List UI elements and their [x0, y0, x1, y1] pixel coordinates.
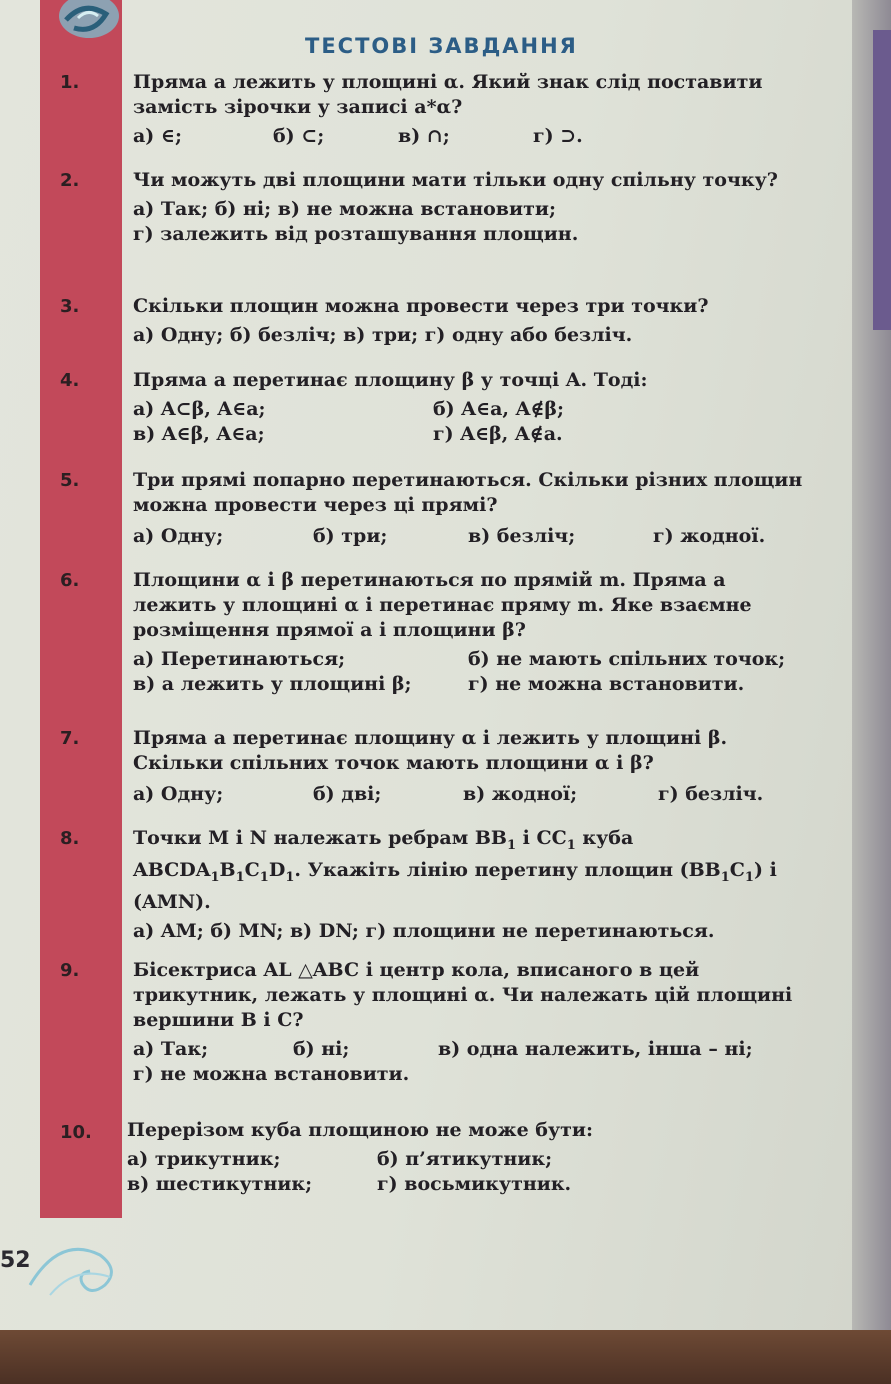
- question-text: Чи можуть дві площини мати тільки одну спільну точку?: [133, 169, 778, 191]
- page-number: 52: [0, 1248, 31, 1273]
- answer-option: в) жодної;: [463, 783, 578, 805]
- question-text: Бісектриса AL △ABC і центр кола, вписаного в цей трикутник, лежать у площині α. Чи належать цій площині вершини B і C?: [133, 959, 793, 1031]
- answer-option: г) безліч.: [658, 783, 764, 805]
- question-text: Площини α і β перетинаються по прямій m. Пряма a лежить у площині α і перетинає пряму m. Яке взаємне розміщення прямої a і площини β?: [133, 569, 752, 641]
- answer-option: г) не можна встановити.: [468, 673, 745, 695]
- answer-option: г) A∈β, A∉a.: [433, 423, 563, 445]
- answer-option: б) три;: [313, 525, 388, 547]
- answer-row: [133, 397, 803, 422]
- question-text: Перерізом куба площиною не може бути:: [127, 1119, 594, 1141]
- question-number: 3.: [60, 296, 80, 317]
- answer-option: б) дві;: [313, 783, 382, 805]
- answer-option: а) ∈;: [133, 125, 182, 147]
- question-number: 9.: [60, 960, 80, 981]
- answer-option: в) ∩;: [398, 125, 450, 147]
- question-number: 4.: [60, 370, 80, 391]
- answer-option: г) жодної.: [653, 525, 766, 547]
- answer-option: б) ⊂;: [273, 125, 325, 147]
- corner-ornament-icon: [54, 0, 124, 46]
- question-number: 1.: [60, 72, 80, 93]
- question-number: 6.: [60, 570, 80, 591]
- answer-option: а) A⊂β, A∈a;: [133, 398, 266, 420]
- question-number: 10.: [60, 1122, 92, 1143]
- question-9: [133, 958, 803, 1087]
- next-page-edge: [852, 0, 891, 1330]
- answer-option: г) ⊃.: [533, 125, 583, 147]
- question-6: [133, 568, 803, 697]
- answer-line: а) AM; б) MN; в) DN; г) площини не перетинаються.: [133, 919, 715, 942]
- answer-option: а) Одну;: [133, 783, 224, 805]
- answer-line: а) Так; б) ні; в) не можна встановити;: [133, 198, 556, 220]
- question-4: [133, 368, 803, 447]
- question-8: [133, 826, 803, 944]
- swirl-ornament-icon: [20, 1225, 140, 1305]
- question-5: [133, 468, 803, 549]
- answer-line: г) не можна встановити.: [133, 1063, 410, 1085]
- answer-row: [127, 1147, 797, 1172]
- answer-option: г) восьмикутник.: [377, 1173, 572, 1195]
- question-text: Пряма a лежить у площині α. Який знак слід поставити замість зірочки у записі a*α?: [133, 71, 763, 118]
- answer-row: [133, 1037, 803, 1062]
- answer-option: в) одна належить, інша – ні;: [438, 1038, 753, 1060]
- answer-option: а) Перетинаються;: [133, 648, 346, 670]
- answer-line: г) залежить від розташування площин.: [133, 223, 579, 245]
- answer-option: а) Так;: [133, 1038, 209, 1060]
- question-number: 5.: [60, 470, 80, 491]
- answer-row: [133, 524, 803, 549]
- answer-option: в) A∈β, A∈a;: [133, 423, 265, 445]
- answer-option: а) трикутник;: [127, 1148, 281, 1170]
- answer-row: [133, 647, 803, 672]
- question-text: Скільки площин можна провести через три точки?: [133, 295, 709, 317]
- answer-row: [133, 124, 803, 149]
- question-text: Точки M і N належать ребрам $BB_1$ і $CC_1$ куба $ABCDA_1B_1C_1D_1$. Укажіть лінію перетину площин $(BB_1C_1)$ і (AMN).: [133, 827, 777, 913]
- question-number: 8.: [60, 828, 80, 849]
- question-text: Пряма a перетинає площину α і лежить у площині β. Скільки спільних точок мають площини α і β?: [133, 727, 728, 774]
- question-3: [133, 294, 803, 348]
- question-2: [133, 168, 803, 247]
- answer-option: б) ні;: [293, 1038, 350, 1060]
- answer-option: а) Одну;: [133, 525, 224, 547]
- answer-line: а) Одну; б) безліч; в) три; г) одну або безліч.: [133, 324, 633, 346]
- answer-option: в) шестикутник;: [127, 1173, 313, 1195]
- question-10: [127, 1118, 797, 1197]
- answer-row: [133, 422, 803, 447]
- question-text: Три прямі попарно перетинаються. Скільки різних площин можна провести через ці прямі?: [133, 469, 803, 516]
- answer-option: б) не мають спільних точок;: [468, 648, 786, 670]
- answer-row: [133, 672, 803, 697]
- answer-row: [127, 1172, 797, 1197]
- page-title: ТЕСТОВІ ЗАВДАННЯ: [305, 34, 578, 58]
- question-text: Пряма a перетинає площину β у точці A. Тоді:: [133, 369, 648, 391]
- answer-option: в) безліч;: [468, 525, 576, 547]
- answer-option: в) a лежить у площині β;: [133, 673, 412, 695]
- question-number: 7.: [60, 728, 80, 749]
- table-surface: [0, 1330, 891, 1384]
- question-number: 2.: [60, 170, 80, 191]
- question-1: [133, 70, 803, 149]
- answer-row: [133, 782, 803, 807]
- answer-option: б) A∈a, A∉β;: [433, 398, 565, 420]
- question-7: [133, 726, 803, 807]
- answer-option: б) п’ятикутник;: [377, 1148, 553, 1170]
